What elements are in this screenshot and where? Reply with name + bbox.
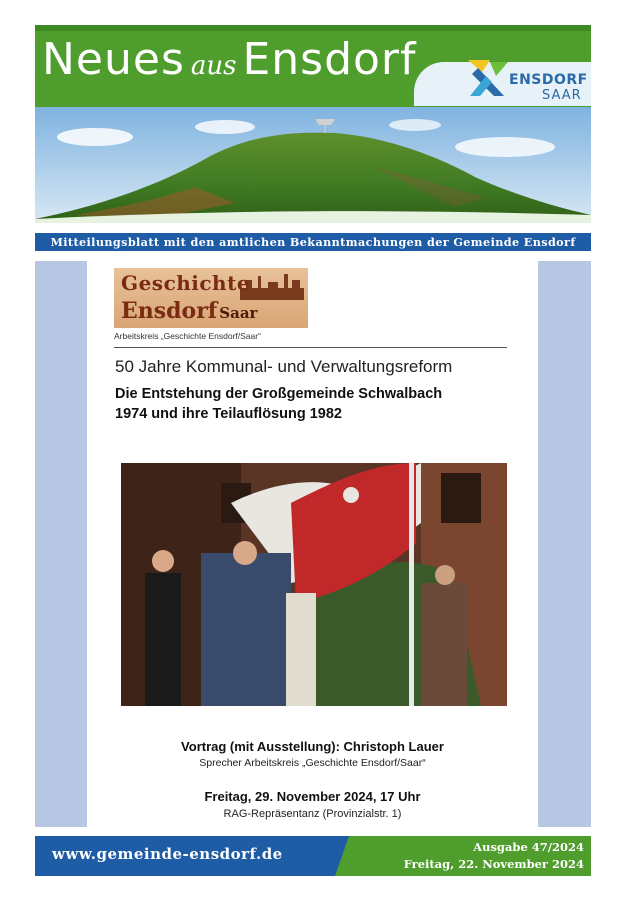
poster-divider <box>114 347 507 348</box>
logo-ensdorf-word: Ensdorf <box>121 298 218 324</box>
talk-title: Vortrag (mit Ausstellung): Christoph Lauer <box>181 739 444 754</box>
geschichte-logo-line1: Geschichte <box>121 271 251 295</box>
footer-issue-date: Freitag, 22. November 2024 <box>403 857 584 871</box>
footer-url[interactable]: www.gemeinde-ensdorf.de <box>52 845 283 863</box>
subtitle-text: Mitteilungsblatt mit den amtlichen Bekanntmachungen der Gemeinde Ensdorf <box>50 235 576 249</box>
speaker-role: Sprecher Arbeitskreis „Geschichte Ensdorf/Saar“ <box>199 757 426 769</box>
geschichte-logo-line2 <box>121 298 257 324</box>
poster-subheading-2: 1974 und ihre Teilauflösung 1982 <box>115 406 342 422</box>
logo-saar: SAAR <box>542 88 582 103</box>
poster-subheading-1: Die Entstehung der Großgemeinde Schwalbach <box>115 386 443 402</box>
frame-left <box>35 261 87 827</box>
frame-right <box>538 261 591 827</box>
title-ensdorf: Ensdorf <box>242 34 417 85</box>
title-neues: Neues <box>42 34 185 85</box>
title-aus: aus <box>190 51 237 81</box>
event-venue: RAG-Repräsentanz (Provinzialstr. 1) <box>223 808 402 820</box>
poster-heading: 50 Jahre Kommunal- und Verwaltungsreform <box>115 357 453 376</box>
ensdorf-logo-icon <box>464 54 512 102</box>
footer-issue-number: Ausgabe 47/2024 <box>473 840 584 854</box>
arbeitskreis-caption: Arbeitskreis „Geschichte Ensdorf/Saar“ <box>114 331 261 341</box>
newsletter-title <box>42 34 417 85</box>
masthead-stripe <box>35 25 591 31</box>
logo-ensdorf: ENSDORF <box>509 72 588 88</box>
hero-landscape-image <box>35 107 591 223</box>
event-date-time: Freitag, 29. November 2024, 17 Uhr <box>204 789 421 804</box>
flag-raising-photo <box>121 463 507 706</box>
logo-saar-word: Saar <box>219 304 258 322</box>
